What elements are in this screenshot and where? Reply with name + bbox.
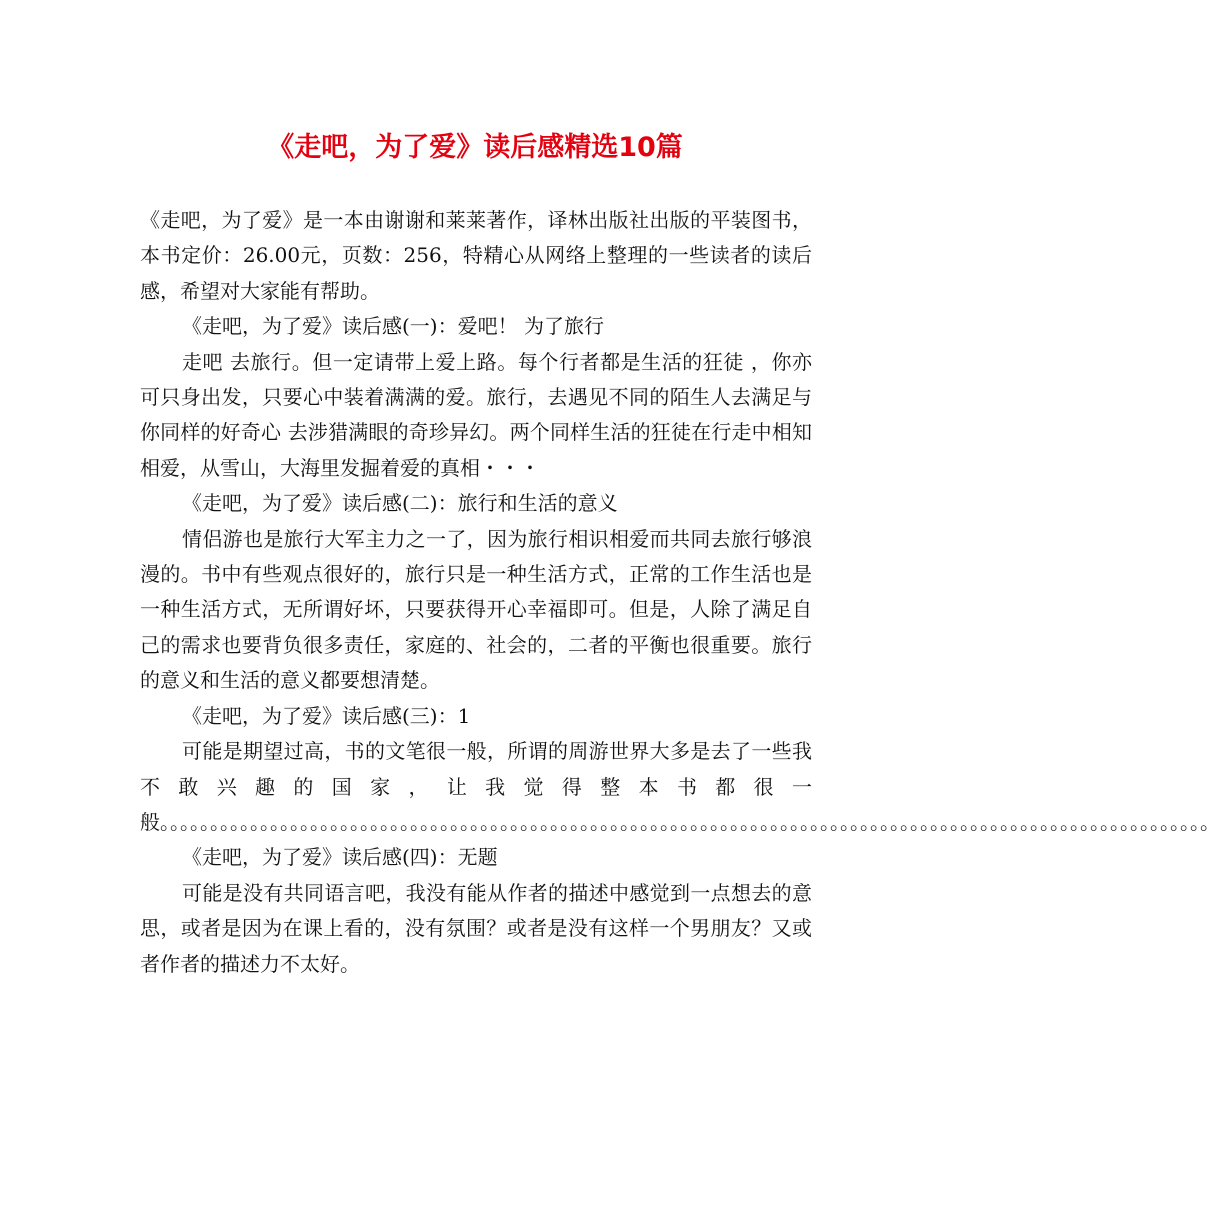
review-paragraph-4: 可能是没有共同语言吧，我没有能从作者的描述中感觉到一点想去的意思，或者是因为在课上看的，没有氛围？或者是没有这样一个男朋友？又或者作者的描述力不太好。 [140,880,812,976]
review-heading-4: 《走吧，为了爱》读后感(四)：无题 [182,845,498,870]
review-paragraph-2: 情侣游也是旅行大军主力之一了，因为旅行相识相爱而共同去旅行够浪漫的。书中有些观点很好的，旅行只是一种生活方式，正常的工作生活也是一种生活方式，无所谓好坏，只要获得开心幸福即可。但是，人除了满足自己的需求也要背负很多责任，家庭的、社会的，二者的平衡也很重要。旅行的意义和生活的意义都要想清楚。 [140,526,812,693]
review-heading-1: 《走吧，为了爱》读后感(一)：爱吧！ 为了旅行 [182,314,604,339]
document-title: 《走吧，为了爱》读后感精选10篇 [267,132,683,163]
document-body [140,203,1220,982]
review-heading-2: 《走吧，为了爱》读后感(二)：旅行和生活的意义 [182,491,618,516]
review-heading-3: 《走吧，为了爱》读后感(三)：1 [182,703,471,728]
review-paragraph-1: 走吧 去旅行。但一定请带上爱上路。每个行者都是生活的狂徒 ，你亦可只身出发，只要心中装着满满的爱。旅行，去遇见不同的陌生人去满足与你同样的好奇心 去涉猎满眼的奇珍异幻。两个同样生活的狂徒在行走中相知相爱，从雪山，大海里发掘着爱的真相・・・ [140,349,812,480]
intro-paragraph: 《走吧，为了爱》是一本由谢谢和莱莱著作，译林出版社出版的平装图书，本书定价：26.00元，页数：256，特精心从网络上整理的一些读者的读后感，希望对大家能有帮助。 [140,208,812,303]
review-paragraph-3: 可能是期望过高，书的文笔很一般，所谓的周游世界大多是去了一些我不敢兴趣的国家，让我觉得整本书都很一般。。。。。。。。。。。。。。。。。。。。。。。。。。。。。。。。。。。。。。。。。。。。。。。。。。。。。。。。。。。。。。。。。。。。。。。。。。。。。。。。。。。。。。。。。。。。。。。。。。。。。。。。。 [140,739,1220,834]
